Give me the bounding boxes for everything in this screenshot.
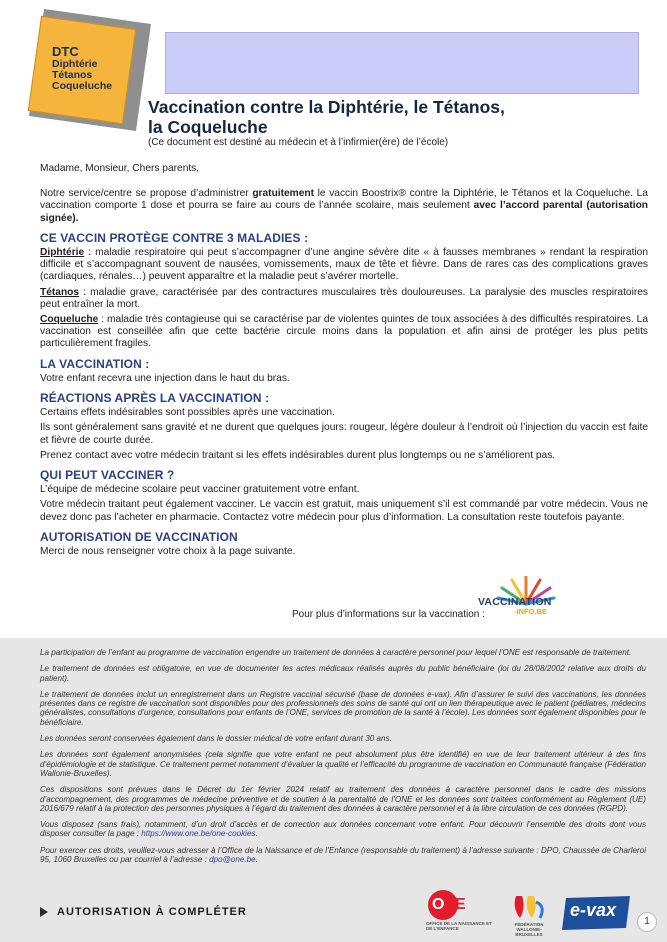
legal-text: .: [255, 829, 258, 839]
legal-paragraph: [40, 846, 646, 865]
reactions-text-1: Certains effets indésirables sont possibles après une vaccination.: [40, 407, 335, 419]
dtc-badge: [28, 12, 140, 124]
footer-label: AUTORISATION À COMPLÉTER: [57, 906, 247, 918]
one-logo-word: [432, 896, 465, 914]
student-name-field[interactable]: [165, 32, 639, 94]
logo-subword: -INFO.BE: [514, 607, 547, 616]
reactions-text-3: Prenez contact avec votre médecin traitant si les effets indésirables durent plus longtemps ou ne s’améliorent pas.: [40, 449, 556, 461]
one-logo-ne: NE: [443, 896, 466, 913]
legal-paragraph: La participation de l’enfant au programme de vaccination engendre un traitement de données à caractère personnel pour lequel l’ONE est responsable de traitement.: [40, 648, 632, 657]
disease-term: Coqueluche: [40, 314, 99, 326]
disease-description: : maladie très contagieuse qui se caractérise par de violentes quintes de toux associées à des difficultés respiratoires. La vaccination est conseillée afin que cette bactérie circule moins dans la population et afin ainsi de protéger les plus petits particulièrement fragiles.: [40, 314, 648, 350]
reactions-text-2: Ils sont généralement sans gravité et ne durent que quelques jours: rougeur, légère douleur à l’endroit où l’injection du vaccin est faite et fièvre de courte durée.: [40, 422, 648, 446]
legal-paragraph: Les données sont également anonymisées (cela signifie que votre enfant ne peut absolument plus être identifié) en vue de leur traitement ultérieur à des fins d’épidémiologie et de statistique. Ce traitement permet notamment d’évaluer la qualité et l’efficacité du programme de vaccination en Communauté française (Fédération Wallonie-Bruxelles).: [40, 750, 646, 778]
legal-text: Pour exercer ces droits, veuillez-vous adresser à l’Office de la Naissance et de l’Enfance (responsable du traitement) à l’adresse suivante : DPO, Chaussée de Charleroi 95, 1060 Bruxelles ou par courriel à l’adresse :: [40, 845, 646, 865]
who-text-2: Votre médecin traitant peut également vacciner. Le vaccin est gratuit, mais uniquement s’il est commandé par votre médecin. Vous ne devez donc pas l’acheter en pharmacie. Contactez votre médecin pour plus d’information. La consultation reste toutefois payante.: [40, 499, 648, 523]
evax-logo: [560, 894, 634, 932]
page-subtitle: (Ce document est destiné au médecin et à l’infirmier(ère) de l’école): [148, 137, 449, 148]
intro-emphasis-consent: avec l’accord parental (autorisation signée).: [40, 200, 649, 224]
legal-paragraph: Les données seront conservées également dans le dossier médical de votre enfant durant 30 ans.: [40, 734, 392, 744]
fwb-logo: [506, 892, 552, 936]
privacy-notice-text: [40, 648, 646, 871]
disease-term: Tétanos: [40, 286, 80, 298]
salutation: Madame, Monsieur, Chers parents,: [40, 163, 200, 174]
fwb-emblem-icon: [506, 892, 552, 922]
heading-vaccination: LA VACCINATION :: [40, 356, 150, 371]
heading-reactions: RÉACTIONS APRÈS LA VACCINATION :: [40, 391, 270, 406]
one-logo: [424, 890, 496, 936]
badge-line: Coqueluche: [52, 80, 113, 92]
badge-line: Diphtérie: [52, 58, 98, 70]
more-info-label: Pour plus d’informations sur la vaccination :: [292, 609, 485, 620]
heading-authorization: AUTORISATION DE VACCINATION: [40, 529, 238, 544]
legal-text: .: [255, 855, 258, 865]
one-logo-subtitle: OFFICE DE LA NAISSANCE ET DE L’ENFANCE: [426, 921, 492, 931]
page-number: 1: [637, 912, 657, 932]
intro-text: le vaccin Boostrix® contre la Diphtérie, le Tétanos et la Coqueluche. La vaccination comporte 1 dose et pourra se faire au cours de l’année scolaire, mais seulement: [40, 188, 648, 212]
page-title: [148, 97, 505, 137]
heading-who: QUI PEUT VACCINER ?: [40, 468, 175, 483]
disease-diphteria: [40, 247, 648, 284]
badge-code: DTC: [52, 44, 79, 59]
who-text-1: L’équipe de médecine scolaire peut vacciner gratuitement votre enfant.: [40, 484, 360, 496]
main-content: [40, 163, 648, 565]
heading-diseases: CE VACCIN PROTÈGE CONTRE 3 MALADIES :: [40, 230, 309, 245]
intro-text: Notre service/centre se propose d’administrer: [40, 188, 253, 200]
badge-line: Tétanos: [52, 69, 93, 81]
legal-paragraph: Ces dispositions sont prévues dans le Décret du 1er février 2024 relatif au traitement des données à caractère personnel dans le cadre des missions d’accompagnement, des programmes de médecine préventive et de soutien à la parentalité de l’ONE et les données sont traitées conformément au Règlement (UE) 2016/679 relatif à la protection des personnes physiques à l’égard du traitement des données à caractère personnel et à la libre circulation de ces données (RGPD).: [40, 785, 646, 813]
dpo-email-link[interactable]: dpo@one.be: [209, 855, 256, 865]
evax-word: e-vax: [570, 900, 617, 920]
vaccination-info-logo[interactable]: [478, 576, 574, 622]
arrow-right-icon: [40, 907, 48, 917]
disease-tetanus: [40, 287, 648, 311]
disease-description: : maladie grave, caractérisée par des contractures musculaires très douloureuses. La paralysie des muscles respiratoires peut entraîner la mort.: [40, 286, 648, 310]
logo-word: VACCINATION: [478, 596, 552, 608]
one-logo-o: O: [432, 896, 444, 913]
badge-text: [52, 46, 112, 92]
authorization-text: Merci de nous renseigner votre choix à la page suivante.: [40, 546, 296, 558]
disease-term: Diphtérie: [40, 247, 85, 259]
title-line-1: Vaccination contre la Diphtérie, le Tétanos,: [148, 97, 505, 117]
legal-text: Vous disposez (sans frais), notamment, d’un droit d’accès et de correction aux données concernant votre enfant. Pour découvrir l’ensemble des droits dont vous disposer consulter la page :: [40, 820, 646, 839]
disease-description: : maladie respiratoire qui peut s’accompagner d’une angine sévère dite « à fausses membranes » rendant la respiration difficile et s’accompagnant souvent de nausées, vomissements, maux de tête et fièvre. Dans de rares cas des complications graves (cardiaques, rénales…) peuvent apparaître et la maladie peut s’avérer mortelle.: [40, 247, 648, 283]
vaccination-text: Votre enfant recevra une injection dans le haut du bras.: [40, 372, 290, 384]
intro-paragraph: [40, 188, 648, 225]
legal-paragraph: Le traitement de données est obligatoire, en vue de documenter les actes médicaux réalisés auprès du public bénéficiaire (loi du 28/08/2002 relative aux droits du patient).: [40, 664, 646, 683]
disease-pertussis: [40, 314, 648, 351]
cookies-link[interactable]: https://www.one.be/one-cookies: [141, 829, 256, 839]
intro-emphasis-free: gratuitement: [252, 188, 315, 200]
legal-paragraph: [40, 820, 646, 839]
title-line-2: la Coqueluche: [148, 117, 268, 137]
fwb-logo-subtitle: FÉDÉRATION WALLONIE-BRUXELLES: [514, 922, 544, 937]
legal-paragraph: Le traitement de données inclut un enregistrement dans un Registre vaccinal sécurisé (base de données e-vax). Afin d’assurer le suivi des vaccinations, les données présentes dans ce registre de vaccination sont disponibles pour des professionnels des soins de santé qui ont un lien thérapeutique avec le patient (pédiatres, médecins généralistes, consultations d’urgence, consultations pour enfants de l’ONE, services de promotion de la santé à l’école). Les données sont également disponibles pour le bénéficiaire.: [40, 689, 646, 727]
